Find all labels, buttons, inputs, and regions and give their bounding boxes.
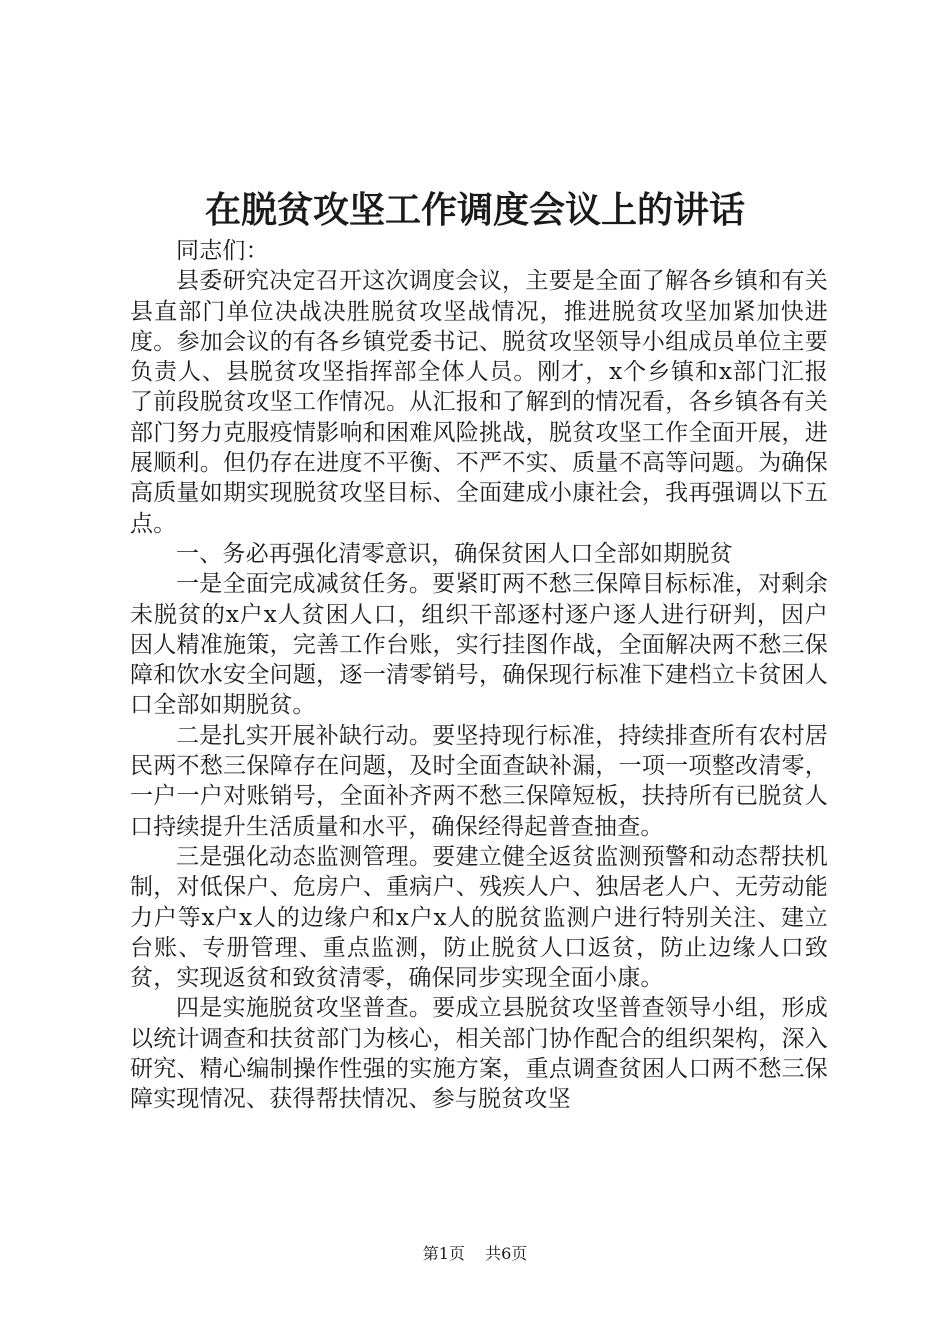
document-body: [130, 236, 828, 1115]
page-footer: [0, 1244, 950, 1264]
point-paragraph-3: 三是强化动态监测管理。要建立健全返贫监测预警和动态帮扶机制，对低保户、危房户、重病户、残疾人户、独居老人户、无劳动能力户等x户x人的边缘户和x户x人的脱贫监测户进行特别关注、建立台账、专册管理、重点监测，防止脱贫人口返贫，防止边缘人口致贫，实现返贫和致贫清零，确保同步实现全面小康。: [130, 843, 828, 992]
point-paragraph-1: 一是全面完成减贫任务。要紧盯两不愁三保障目标标准，对剩余未脱贫的x户x人贫困人口，组织干部逐村逐户逐人进行研判，因户因人精准施策，完善工作台账，实行挂图作战，全面解决两不愁三保障和饮水安全问题，逐一清零销号，确保现行标准下建档立卡贫困人口全部如期脱贫。: [130, 571, 828, 719]
salutation-paragraph: 同志们：: [176, 238, 269, 264]
section-heading-1: 一、务必再强化清零意识，确保贫困人口全部如期脱贫: [176, 540, 733, 567]
intro-paragraph: 县委研究决定召开这次调度会议，主要是全面了解各乡镇和有关县直部门单位决战决胜脱贫攻坚战情况，推进脱贫攻坚加紧加快进度。参加会议的有各乡镇党委书记、脱贫攻坚领导小组成员单位主要负责人、县脱贫攻坚指挥部全体人员。刚才，x个乡镇和x部门汇报了前段脱贫攻坚工作情况。从汇报和了解到的情况看，各乡镇各有关部门努力克服疫情影响和困难风险挑战，脱贫攻坚工作全面开展，进展顺利。但仍存在进度不平衡、不严不实、质量不高等问题。为确保高质量如期实现脱贫攻坚目标、全面建成小康社会，我再强调以下五点。: [130, 268, 828, 537]
page-number: 第1页: [422, 1244, 465, 1263]
page-total: 共6页: [485, 1244, 528, 1263]
point-paragraph-4: 四是实施脱贫攻坚普查。要成立县脱贫攻坚普查领导小组，形成以统计调查和扶贫部门为核心，相关部门协作配合的组织架构，深入研究、精心编制操作性强的实施方案，重点调查贫困人口两不愁三保障实现情况、获得帮扶情况、参与脱贫攻坚: [130, 995, 828, 1113]
document-title: 在脱贫攻坚工作调度会议上的讲话: [204, 189, 745, 231]
point-paragraph-2: 二是扎实开展补缺行动。要坚持现行标准，持续排查所有农村居民两不愁三保障存在问题，及时全面查缺补漏，一项一项整改清零，一户一户对账销号，全面补齐两不愁三保障短板，扶持所有已脱贫人口持续提升生活质量和水平，确保经得起普查抽查。: [130, 722, 828, 840]
